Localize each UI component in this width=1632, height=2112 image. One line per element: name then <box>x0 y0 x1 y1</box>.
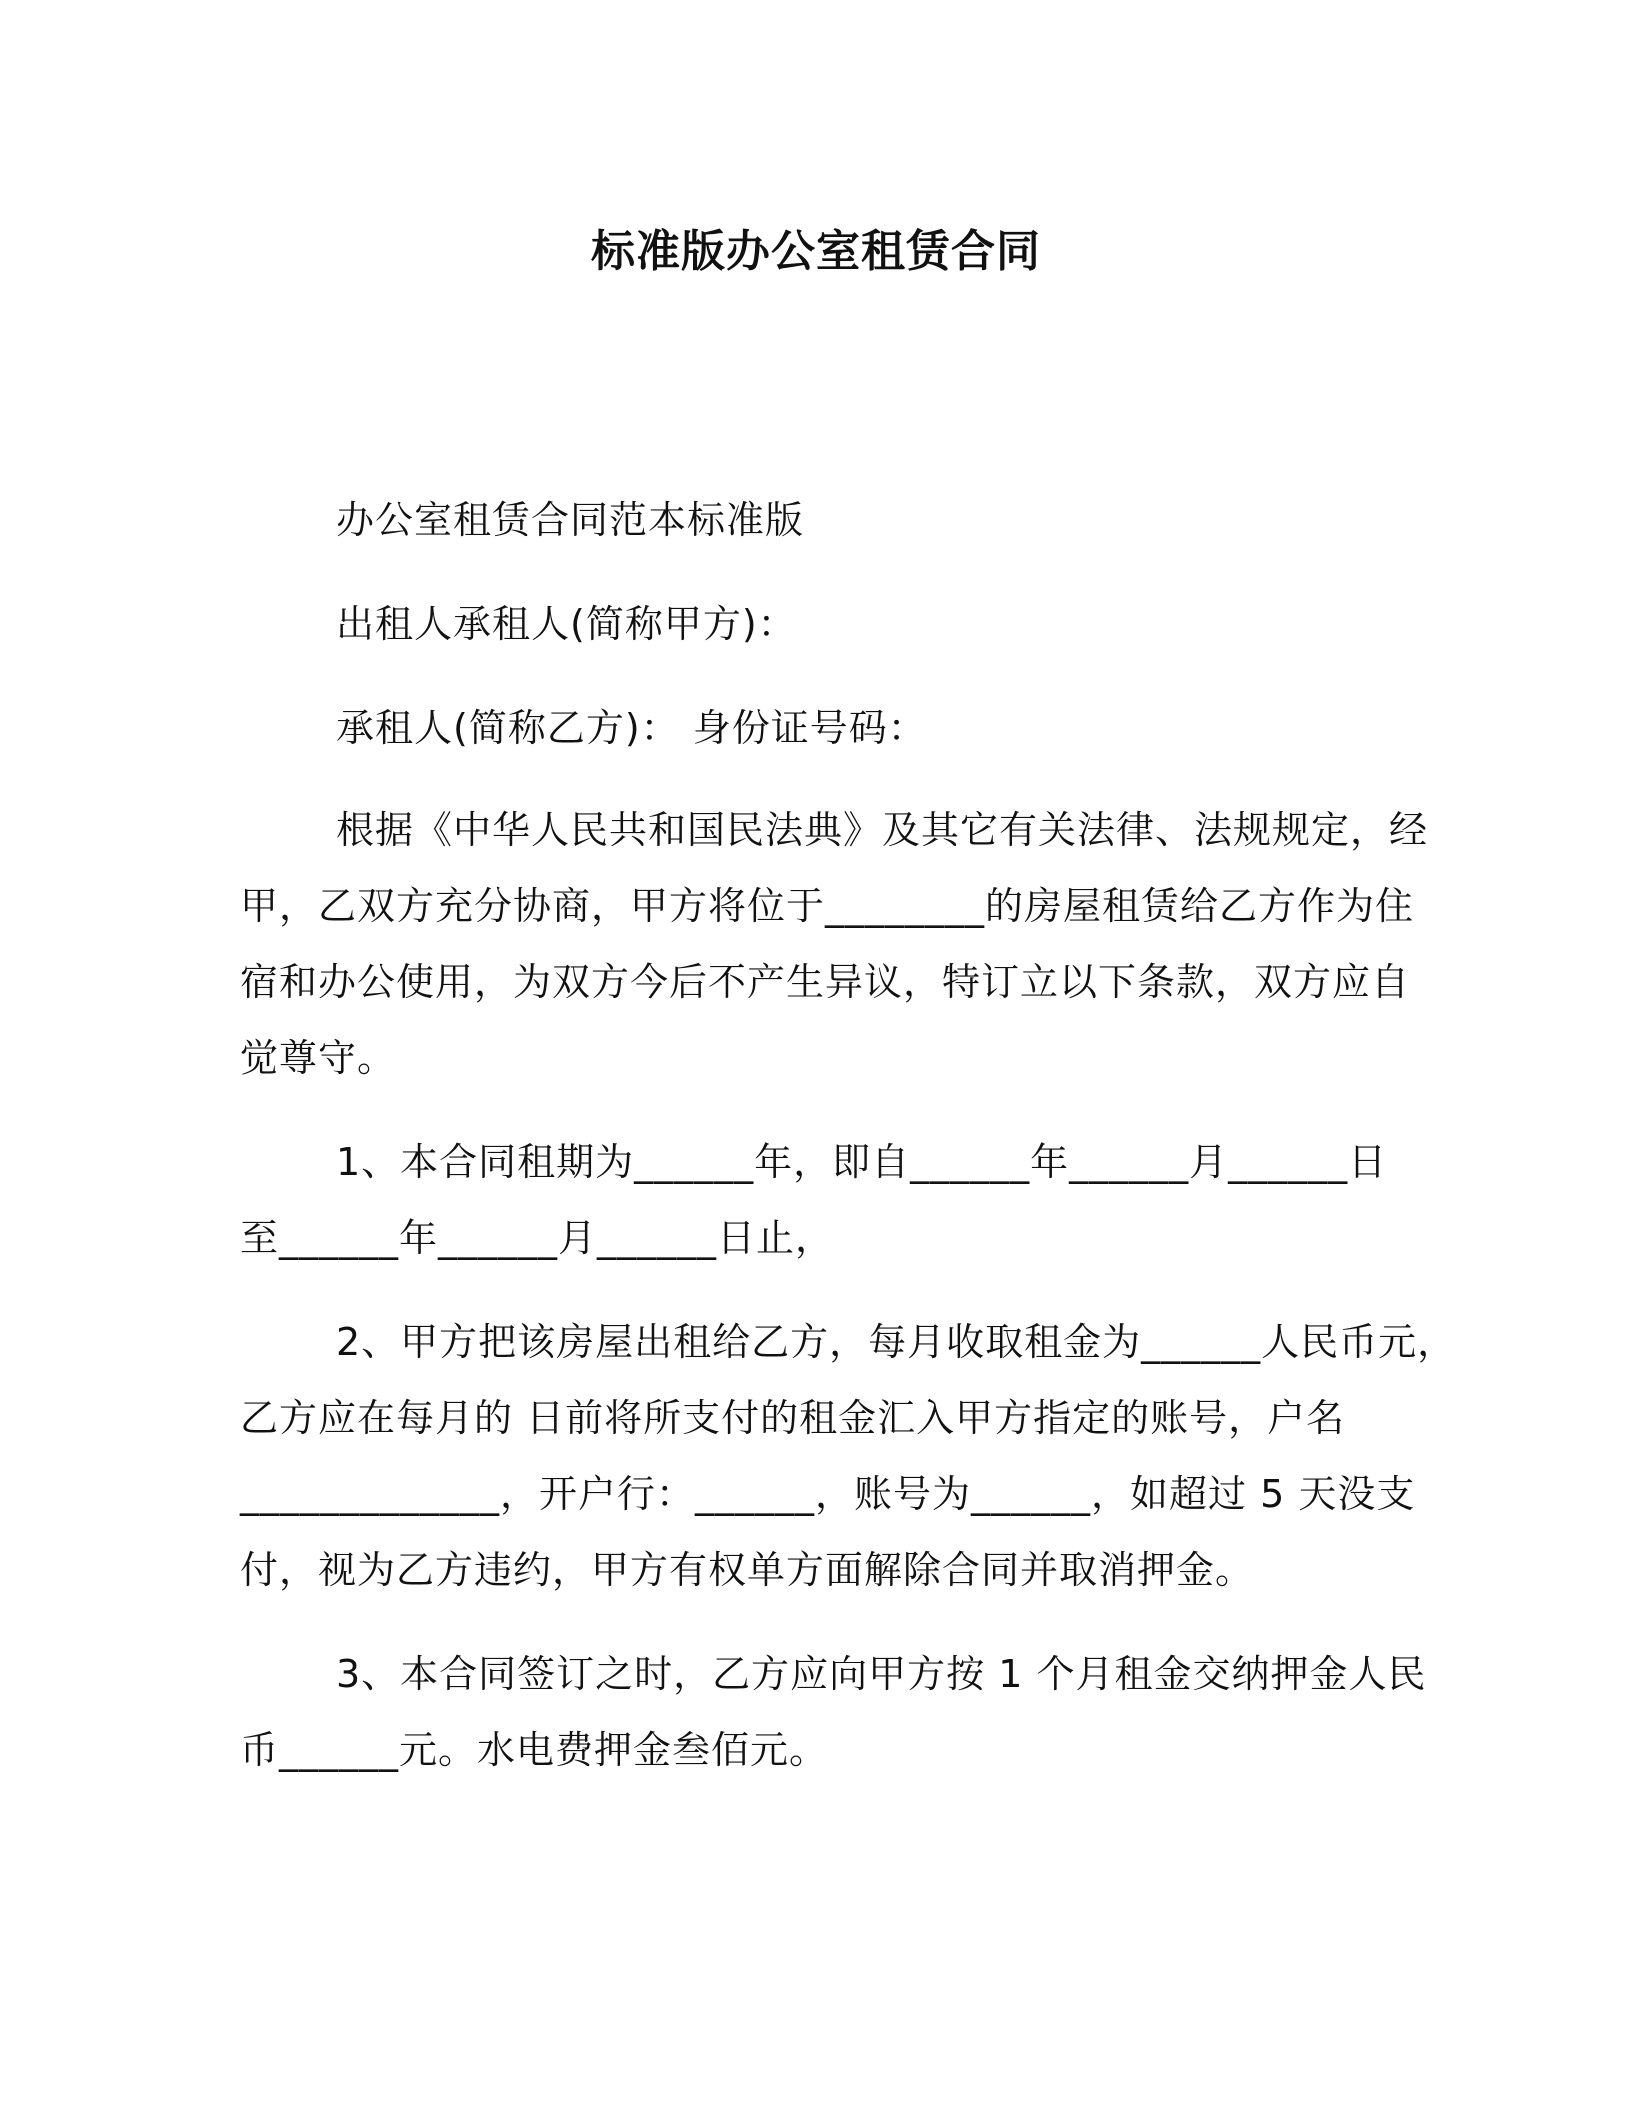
clause-2-line-2: 乙方应在每月的 日前将所支付的租金汇入甲方指定的账号，户名 <box>240 1396 1346 1440</box>
clause-2-line-3: _____________，开户行：______，账号为______，如超过 5 天没支 <box>240 1472 1416 1516</box>
clause-1-line-2: 至______年______月______日止， <box>240 1216 835 1260</box>
clause-3-line-2: 币______元。水电费押金叁佰元。 <box>240 1728 829 1772</box>
clause-2-line-1: 2、甲方把该房屋出租给乙方，每月收取租金为______人民币元， <box>336 1320 1457 1364</box>
lessee-line: 承租人(简称乙方)： 身份证号码： <box>336 706 927 750</box>
subtitle-line: 办公室租赁合同范本标准版 <box>336 498 805 542</box>
preamble-line-2: 甲，乙双方充分协商，甲方将位于________的房屋租赁给乙方作为住 <box>240 884 1415 928</box>
preamble-line-3: 宿和办公使用，为双方今后不产生异议，特订立以下条款，双方应自 <box>240 960 1411 1004</box>
document-title: 标准版办公室租赁合同 <box>591 226 1041 277</box>
preamble-line-4: 觉尊守。 <box>240 1036 397 1080</box>
clause-1-line-1: 1、本合同租期为______年，即自______年______月______日 <box>336 1140 1388 1184</box>
clause-2-line-4: 付，视为乙方违约，甲方有权单方面解除合同并取消押金。 <box>240 1548 1255 1592</box>
preamble-line-1: 根据《中华人民共和国民法典》及其它有关法律、法规规定，经 <box>336 808 1429 852</box>
clause-3-line-1: 3、本合同签订之时，乙方应向甲方按 1 个月租金交纳押金人民 <box>336 1652 1427 1696</box>
lessor-line: 出租人承租人(简称甲方)： <box>336 602 797 646</box>
